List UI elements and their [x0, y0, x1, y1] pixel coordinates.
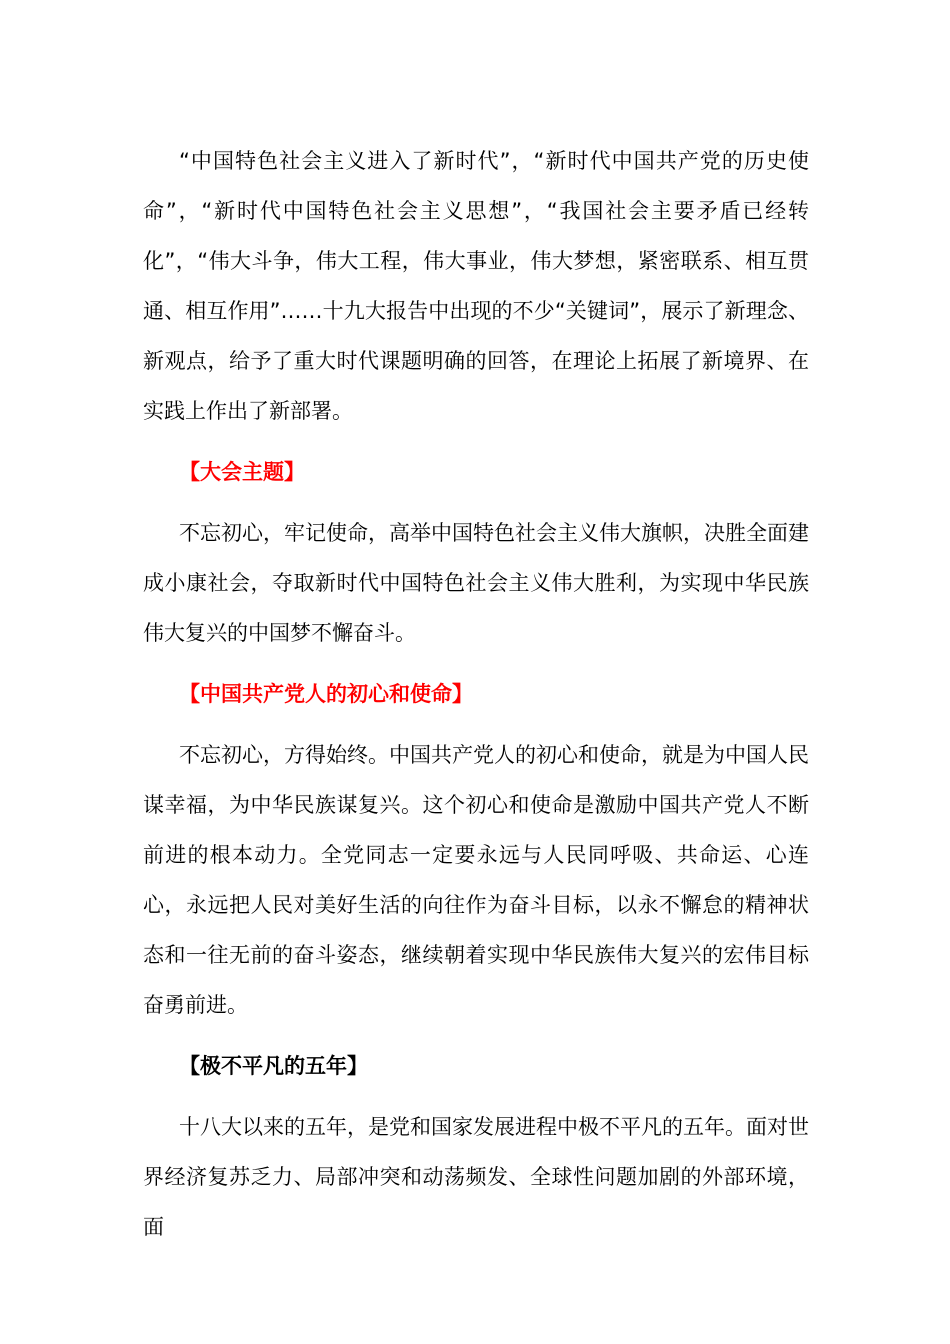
- section-heading-five-years: 【极不平凡的五年】: [179, 1054, 368, 1078]
- theme-paragraph: 不忘初心，牢记使命，高举中国特色社会主义伟大旗帜，决胜全面建成小康社会，夺取新时代中国特色社会主义伟大胜利，为实现中华民族伟大复兴的中国梦不懈奋斗。: [143, 521, 809, 645]
- document-body: [143, 136, 809, 1263]
- section-heading-mission: 【中国共产党人的初心和使命】: [179, 682, 473, 706]
- section-heading-theme: 【大会主题】: [179, 460, 305, 484]
- intro-paragraph: “中国特色社会主义进入了新时代”，“新时代中国共产党的历史使命”，“新时代中国特色社会主义思想”，“我国社会主要矛盾已经转化”，“伟大斗争，伟大工程，伟大事业，伟大梦想，紧密联系、相互贯通、相互作用”……十九大报告中出现的不少“关键词”，展示了新理念、新观点，给予了重大时代课题明确的回答，在理论上拓展了新境界、在实践上作出了新部署。: [143, 149, 809, 423]
- mission-paragraph: 不忘初心，方得始终。中国共产党人的初心和使命，就是为中国人民谋幸福，为中华民族谋复兴。这个初心和使命是激励中国共产党人不断前进的根本动力。全党同志一定要永远与人民同呼吸、共命运、心连心，永远把人民对美好生活的向往作为奋斗目标，以永不懈怠的精神状态和一往无前的奋斗姿态，继续朝着实现中华民族伟大复兴的宏伟目标奋勇前进。: [143, 743, 809, 1017]
- five-years-paragraph: 十八大以来的五年，是党和国家发展进程中极不平凡的五年。面对世界经济复苏乏力、局部冲突和动荡频发、全球性问题加剧的外部环境，面: [143, 1115, 809, 1239]
